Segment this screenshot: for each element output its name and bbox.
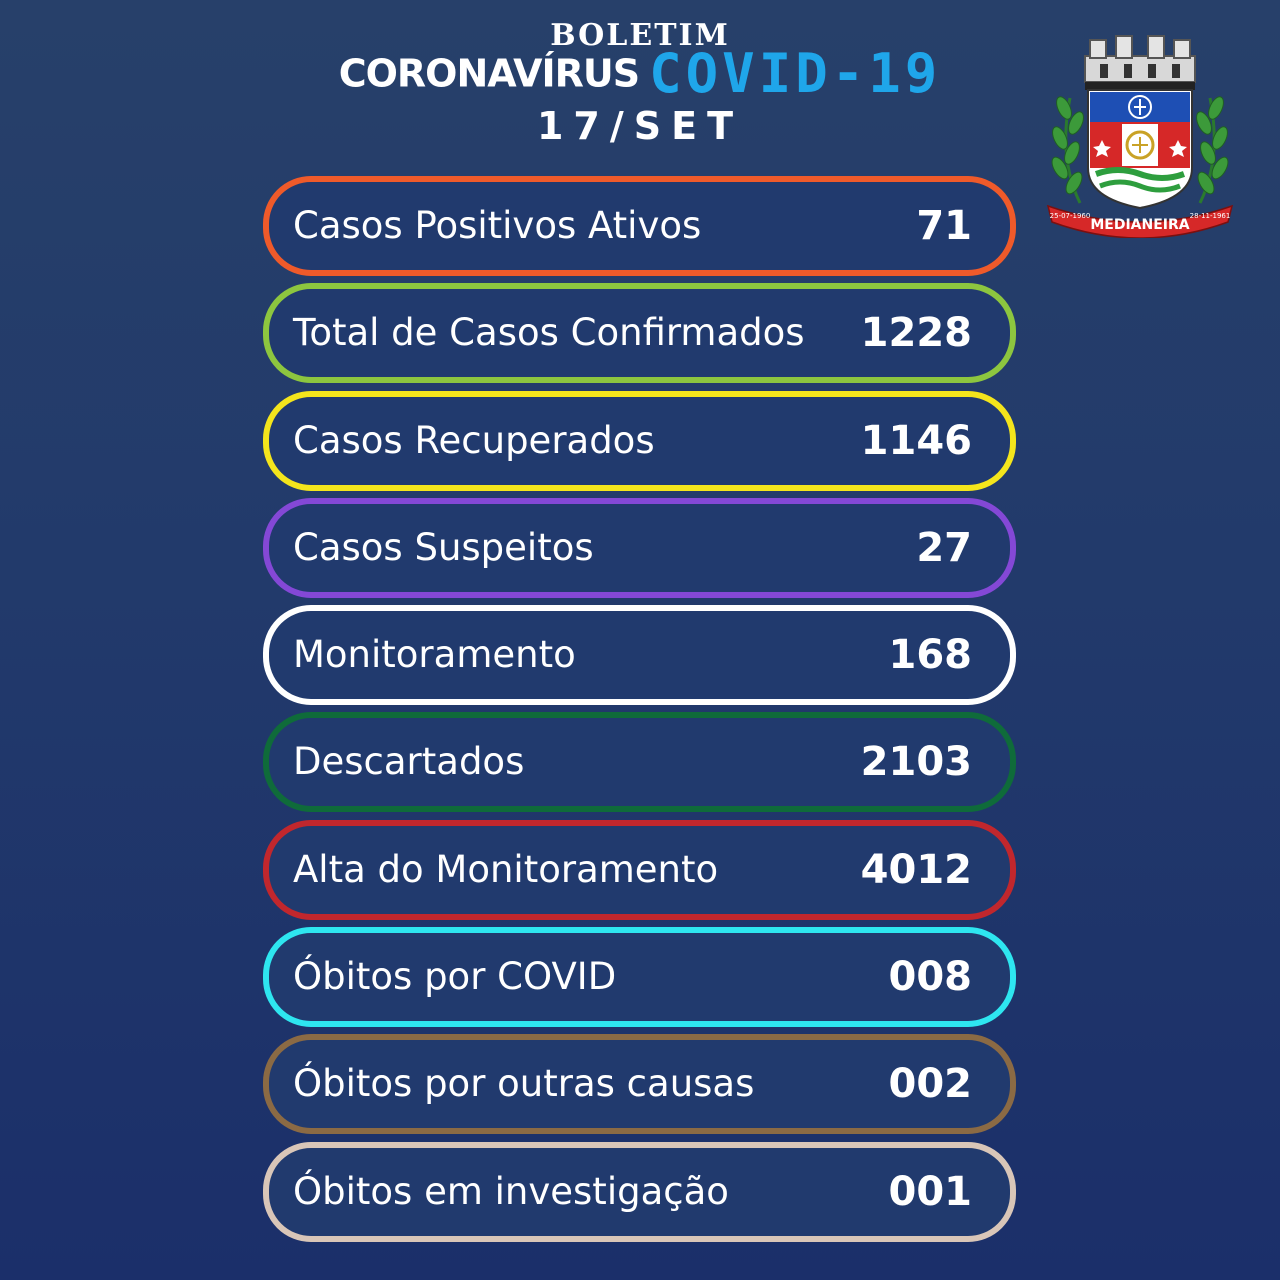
stat-value: 1228 xyxy=(860,310,972,357)
stat-label: Alta do Monitoramento xyxy=(293,847,719,891)
stat-label: Óbitos em investigação xyxy=(293,1169,729,1213)
stat-row-obitos-em-investigacao xyxy=(263,1142,1016,1242)
stat-label: Casos Suspeitos xyxy=(293,525,594,569)
crest-city-name: MEDIANEIRA xyxy=(1090,217,1190,233)
shield-icon xyxy=(1088,90,1192,208)
mural-crown-icon xyxy=(1085,36,1195,90)
coronavirus-title: CORONAVÍRUS xyxy=(338,51,640,96)
stat-label: Óbitos por outras causas xyxy=(293,1062,755,1106)
stat-row-casos-suspeitos xyxy=(263,498,1016,598)
stat-value: 1146 xyxy=(860,417,972,464)
ribbon-banner xyxy=(1048,206,1232,238)
laurel-branch-left-icon xyxy=(1049,95,1087,203)
stat-value: 71 xyxy=(916,203,972,249)
stat-value: 168 xyxy=(888,632,972,679)
stat-row-descartados xyxy=(263,712,1016,812)
stat-label: Monitoramento xyxy=(293,633,576,677)
crest-date-left: 25-07-1960 xyxy=(1049,212,1091,220)
crest-date-right: 28-11-1961 xyxy=(1189,212,1231,220)
stat-value: 27 xyxy=(916,524,972,571)
stat-value: 2103 xyxy=(860,739,972,786)
bulletin-date: 17/SET xyxy=(536,104,743,148)
stats-list xyxy=(263,176,1016,1249)
boletim-title: BOLETIM xyxy=(550,18,730,53)
stat-label: Óbitos por COVID xyxy=(293,955,617,999)
stat-row-monitoramento xyxy=(263,605,1016,705)
stat-row-total-casos-confirmados xyxy=(263,283,1016,383)
stat-value: 4012 xyxy=(860,846,972,893)
stat-row-obitos-por-covid xyxy=(263,927,1016,1027)
stat-label: Casos Positivos Ativos xyxy=(293,204,702,247)
stat-label: Total de Casos Confirmados xyxy=(293,311,805,355)
stat-value: 002 xyxy=(888,1061,972,1108)
stat-value: 001 xyxy=(888,1168,972,1215)
covid-title: COVID-19 xyxy=(649,42,942,105)
stat-row-casos-recuperados xyxy=(263,391,1016,491)
coat-of-arms-logo xyxy=(1040,28,1240,238)
stat-label: Descartados xyxy=(293,740,525,784)
stat-label: Casos Recuperados xyxy=(293,418,655,462)
stat-row-casos-positivos-ativos xyxy=(263,176,1016,276)
laurel-branch-right-icon xyxy=(1193,95,1231,203)
stat-row-obitos-outras-causas xyxy=(263,1034,1016,1134)
stat-row-alta-do-monitoramento xyxy=(263,820,1016,920)
stat-value: 008 xyxy=(888,954,972,1001)
